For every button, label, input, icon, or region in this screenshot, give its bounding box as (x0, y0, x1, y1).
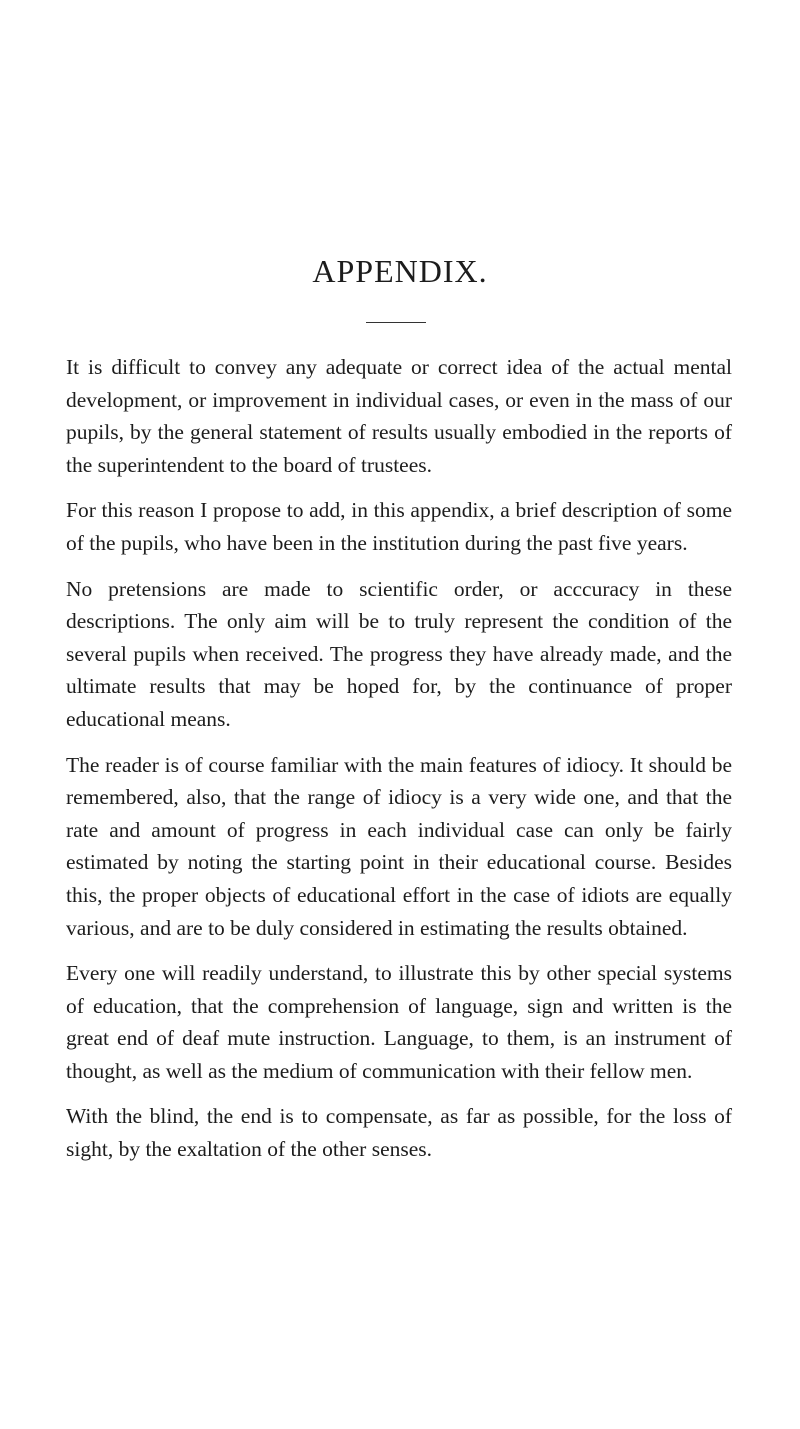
paragraph: The reader is of course familiar with the main features of idiocy. It should be remembered, also, that the range of idiocy is a very wide one, and that the rate and amount of progress in each individual case can only be fairly estimated by noting the starting point in their educational course. Besides this, the proper objects of educational effort in the case of idiots are equally various, and are to be duly considered in estimating the results obtained. (66, 752, 732, 940)
page-heading: APPENDIX. (312, 253, 488, 289)
paragraph: With the blind, the end is to compensate, as far as possible, for the loss of sight, by the exaltation of the other senses. (66, 1104, 732, 1162)
body-text (66, 351, 732, 1179)
heading-divider (366, 322, 426, 323)
paragraph: Every one will readily understand, to illustrate this by other special systems of education, that the comprehension of language, sign and written is the great end of deaf mute instruction. Language, to them, is an instrument of thought, as well as the medium of communication with their fellow men. (66, 961, 732, 1083)
paragraph: For this reason I propose to add, in this appendix, a brief description of some of the pupils, who have been in the institution during the past five years. (66, 498, 732, 555)
paragraph: No pretensions are made to scientific order, or acccuracy in these descriptions. The only aim will be to truly represent the condition of the several pupils when received. The progress they have already made, and the ultimate results that may be hoped for, by the continuance of proper educational means. (66, 576, 732, 731)
paragraph: It is difficult to convey any adequate or correct idea of the actual mental development, or improvement in individual cases, or even in the mass of our pupils, by the general statement of results usually embodied in the reports of the superintendent to the board of trustees. (66, 355, 732, 477)
